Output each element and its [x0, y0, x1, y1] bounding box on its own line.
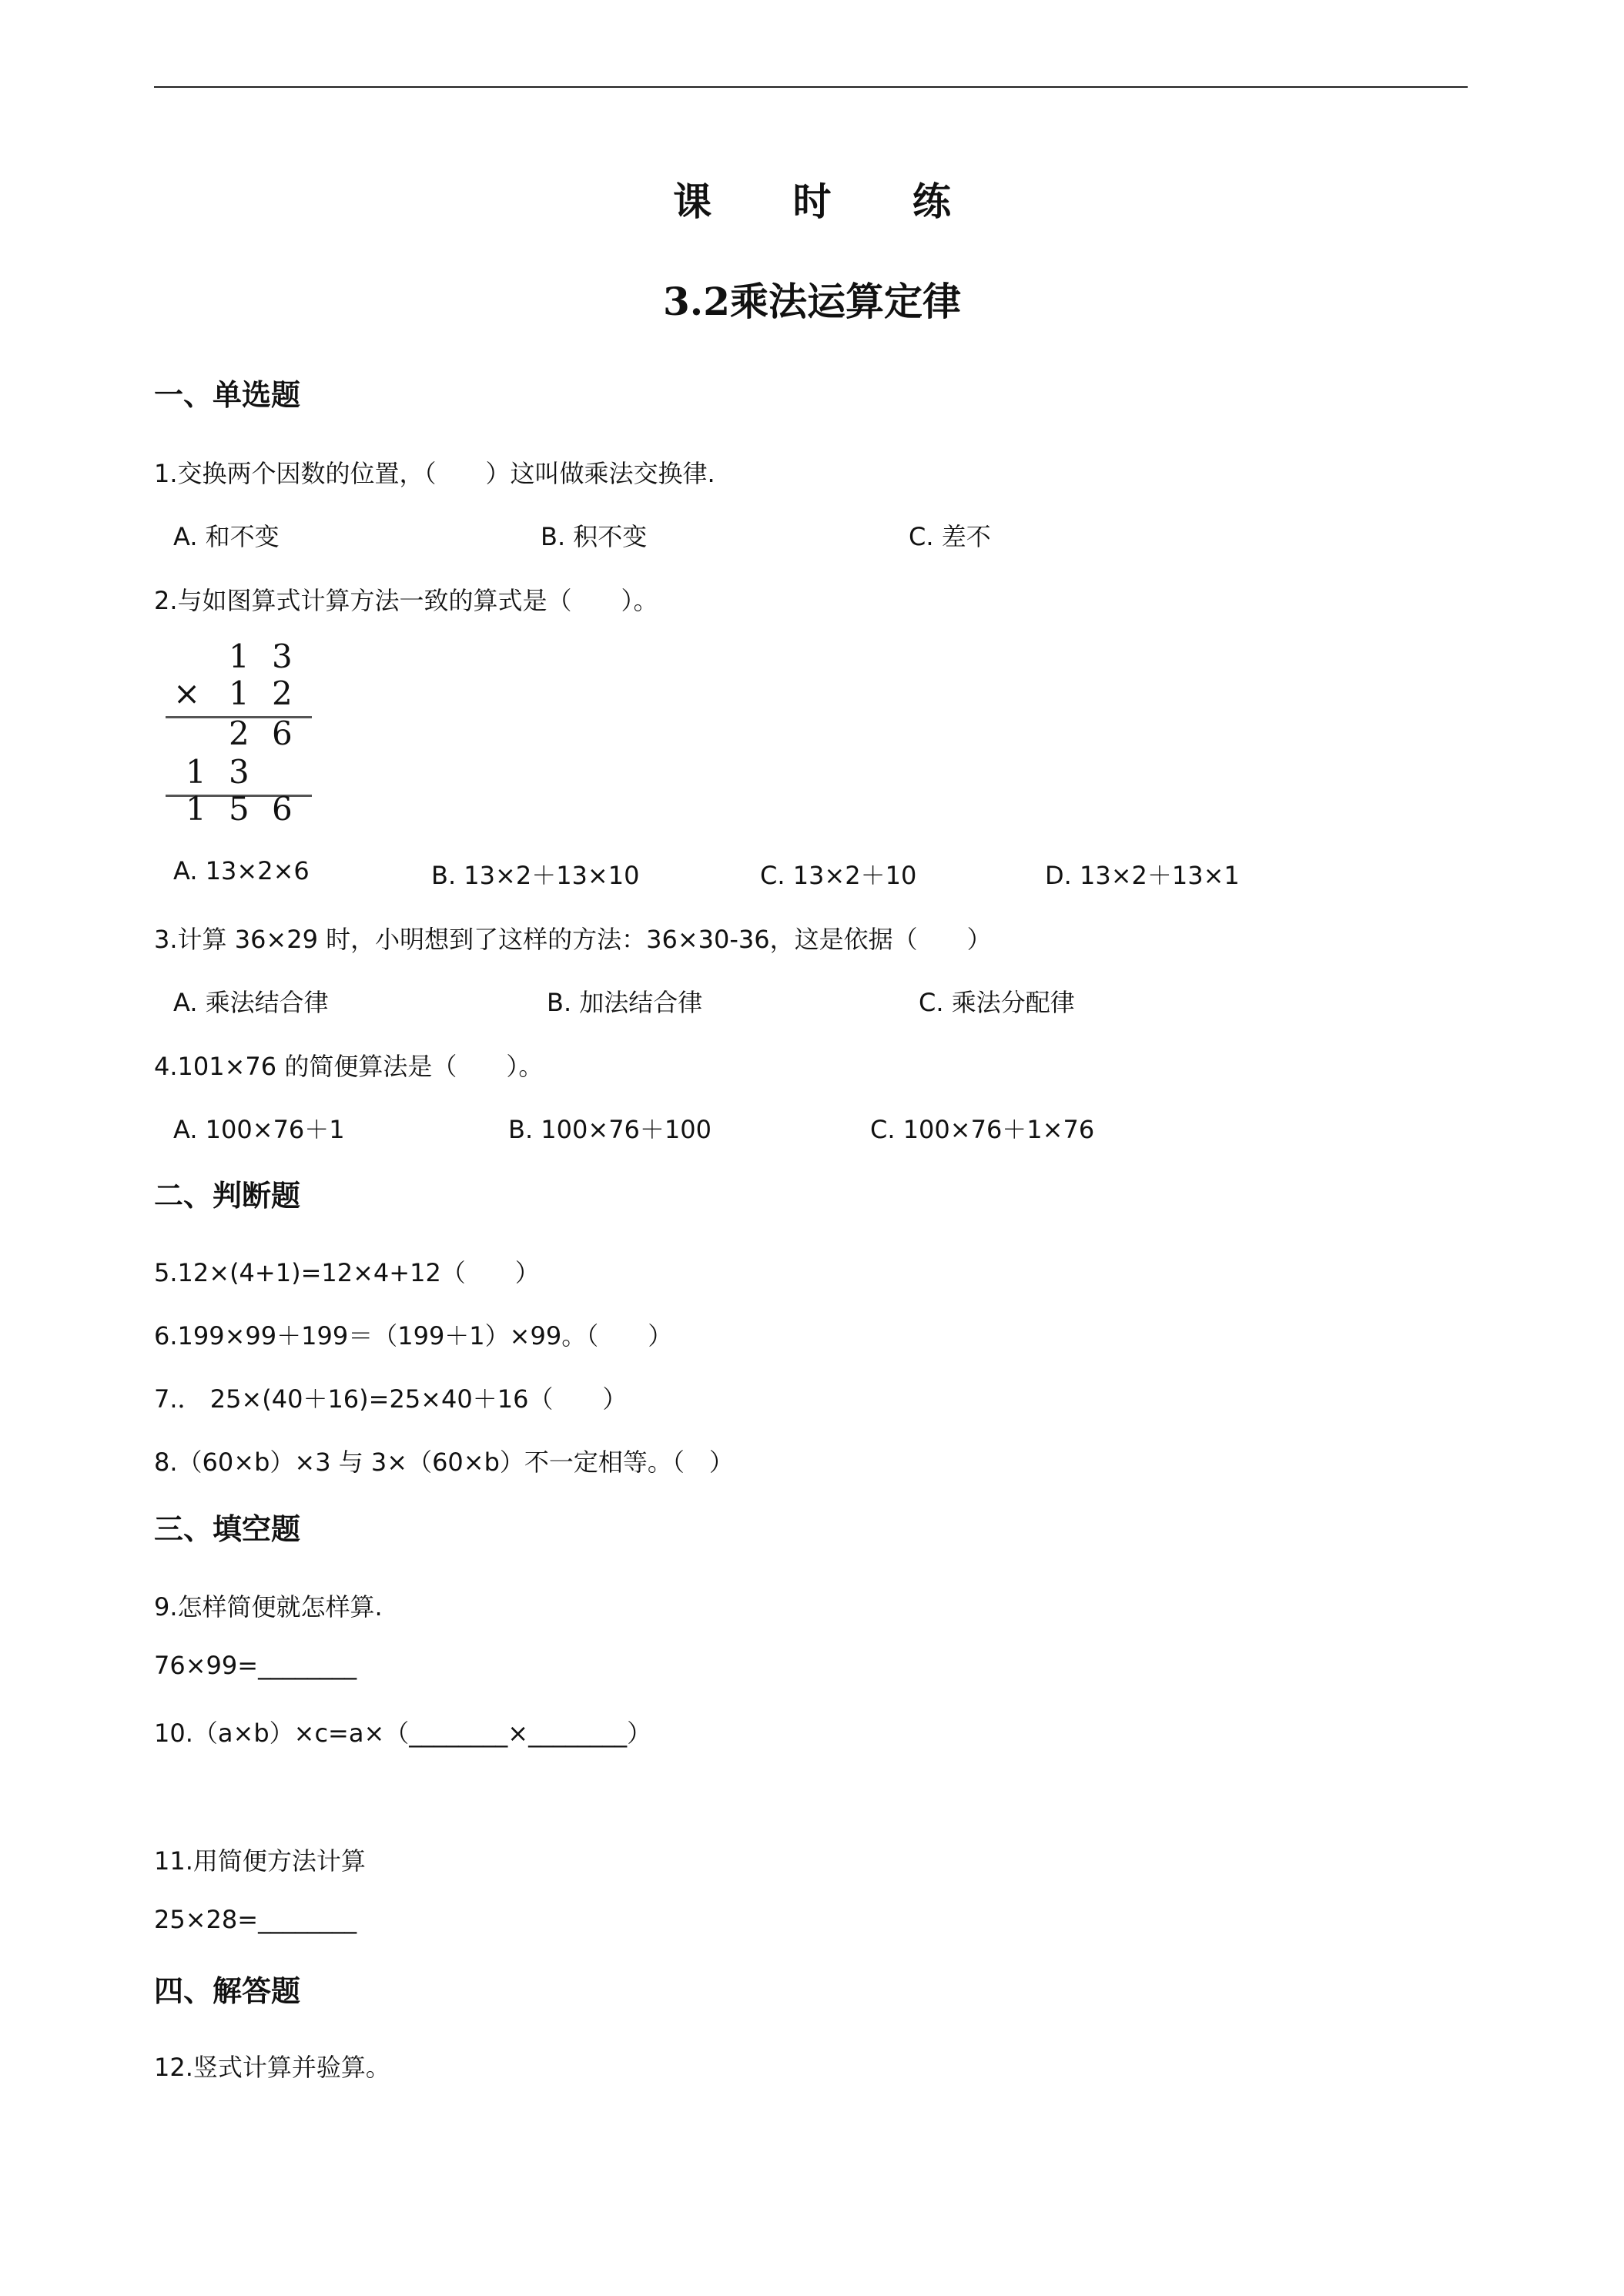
question-5: 5.12×(4+1)=12×4+12（ ）	[154, 1258, 540, 1287]
calc-row4-digit1: 1	[186, 753, 206, 791]
question-11: 11.用简便方法计算	[154, 1846, 366, 1876]
q2-option-c[interactable]: C. 13×2＋10	[760, 861, 917, 890]
calc-row3-digit1: 2	[229, 715, 249, 752]
question-7: 7.． 25×(40＋16)=25×40＋16（ ）	[154, 1384, 628, 1414]
calc-row2-digit1: 1	[229, 674, 249, 712]
question-1: 1.交换两个因数的位置，（ ）这叫做乘法交换律.	[154, 459, 715, 488]
calc-row5-digit1: 1	[186, 790, 206, 828]
question-11-blank[interactable]: 25×28=________	[154, 1905, 357, 1934]
q4-option-a[interactable]: A. 100×76＋1	[173, 1115, 345, 1144]
section-heading-3: 三、填空题	[154, 1512, 301, 1546]
q1-option-a[interactable]: A. 和不变	[173, 522, 280, 551]
question-12: 12.竖式计算并验算。	[154, 2053, 390, 2082]
q1-option-c[interactable]: C. 差不	[909, 522, 991, 551]
section-heading-4: 四、解答题	[154, 1974, 301, 2008]
q2-option-d[interactable]: D. 13×2＋13×1	[1045, 861, 1240, 890]
q2-option-b[interactable]: B. 13×2＋13×10	[431, 861, 640, 890]
question-6: 6.199×99＋199＝（199＋1）×99。（ ）	[154, 1321, 673, 1350]
q3-option-c[interactable]: C. 乘法分配律	[919, 988, 1075, 1017]
question-2: 2.与如图算式计算方法一致的算式是（ ）。	[154, 586, 658, 615]
question-3: 3.计算 36×29 时，小明想到了这样的方法：36×30-36，这是依据（ ）	[154, 925, 992, 954]
q3-option-a[interactable]: A. 乘法结合律	[173, 988, 329, 1017]
q3-option-b[interactable]: B. 加法结合律	[547, 988, 703, 1017]
section-heading-2: 二、判断题	[154, 1179, 301, 1213]
calc-row5-digit3: 6	[272, 790, 293, 828]
vertical-multiplication-figure	[166, 638, 320, 838]
section-heading-1: 一、单选题	[154, 378, 301, 412]
question-9-blank[interactable]: 76×99=________	[154, 1651, 357, 1680]
question-8: 8.（60×b）×3 与 3×（60×b）不一定相等。（ ）	[154, 1448, 734, 1477]
q2-option-a[interactable]: A. 13×2×6	[173, 856, 310, 885]
calc-row1-digit1: 1	[229, 638, 249, 675]
question-10[interactable]: 10.（a×b）×c=a×（________×________）	[154, 1719, 652, 1748]
calc-row3-digit2: 6	[272, 715, 293, 752]
q4-option-b[interactable]: B. 100×76＋100	[508, 1115, 712, 1144]
calc-row1-digit2: 3	[272, 638, 293, 675]
question-4: 4.101×76 的简便算法是（ ）。	[154, 1052, 544, 1081]
question-9: 9.怎样简便就怎样算.	[154, 1592, 383, 1622]
header-rule	[154, 86, 1468, 88]
q4-option-c[interactable]: C. 100×76＋1×76	[870, 1115, 1095, 1144]
calc-row5-digit2: 5	[229, 790, 249, 828]
page-subtitle: 3.2乘法运算定律	[663, 279, 961, 324]
calc-row2-digit2: 2	[272, 674, 293, 712]
page-title: 课 时 练	[673, 179, 985, 224]
q1-option-b[interactable]: B. 积不变	[541, 522, 648, 551]
calc-row4-digit2: 3	[229, 753, 249, 791]
calc-multiply-sign: ×	[173, 674, 201, 712]
